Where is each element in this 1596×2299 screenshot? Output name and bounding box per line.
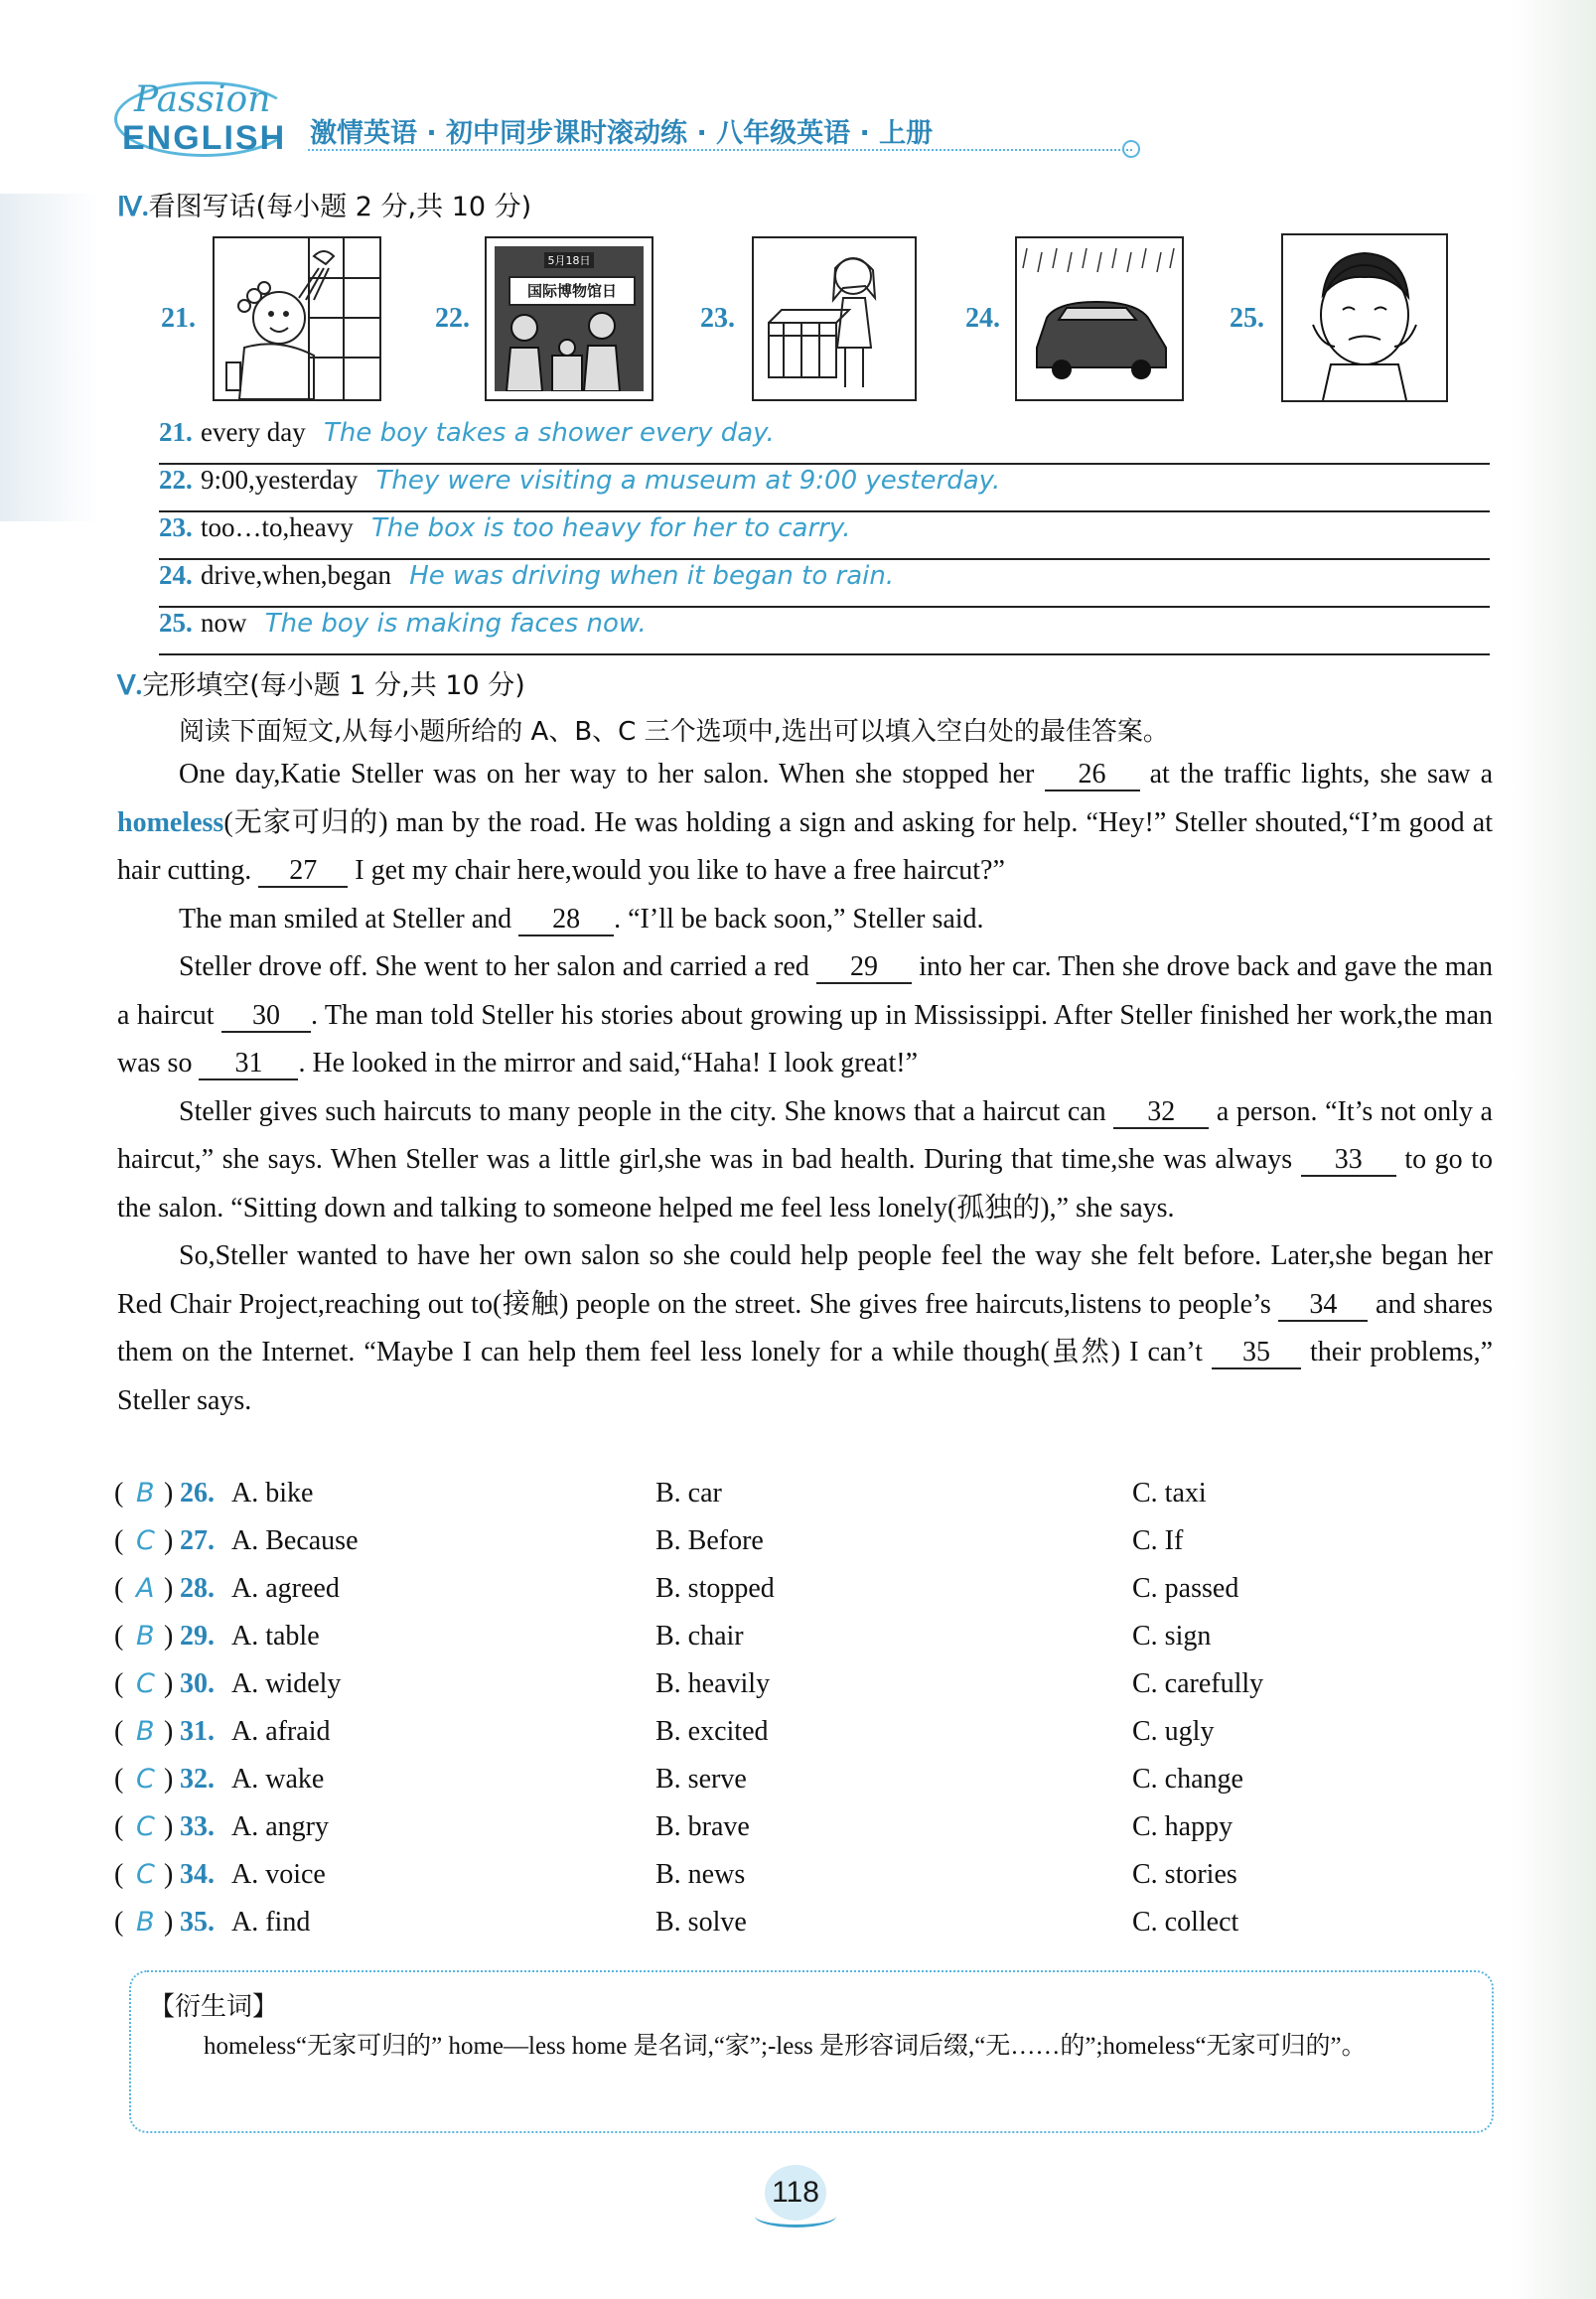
option-c: C. collect [1132, 1907, 1239, 1938]
cloze-passage [117, 751, 1493, 1425]
answer-key: B [136, 1478, 155, 1509]
option-a: A. bike [231, 1478, 314, 1509]
right-margin-shade [1510, 0, 1596, 2299]
option-row-31: ( B ) 31. A. afraid B. excited C. ugly [114, 1716, 1215, 1747]
option-a: A. agreed [231, 1573, 340, 1604]
museum-sign: 国际博物馆日 [508, 276, 636, 306]
shower-boy-picture [213, 236, 381, 401]
answer-key: C [136, 1525, 155, 1556]
option-row-35: ( B ) 35. A. find B. solve C. collect [114, 1907, 1239, 1938]
option-b: B. car [655, 1478, 722, 1509]
car-rain-icon [1017, 238, 1182, 399]
picture-label: 21. [161, 303, 196, 334]
writing-line-23: 23. too…to,heavy The box is too heavy for her to carry. [159, 512, 1490, 560]
page-number: 118 [765, 2165, 826, 2221]
blank-32: 32 [1113, 1097, 1209, 1129]
answer-key: B [136, 1907, 155, 1938]
left-margin-shade [0, 194, 99, 521]
option-a: A. angry [231, 1811, 329, 1842]
option-row-34: ( C ) 34. A. voice B. news C. stories [114, 1859, 1237, 1890]
blank-27: 27 [258, 856, 348, 888]
option-c: C. stories [1132, 1859, 1237, 1890]
option-a: A. afraid [231, 1716, 331, 1747]
passage-paragraph: So,Steller wanted to have her own salon so she could help people feel the way she felt before. Later,she began her Red Chair Project,reaching out to(接触) people on the street. She gives free haircuts,listens to people’s 34 and shares them on the Internet. “Maybe I can help them feel less lonely for a while though(虽然) I can’t 35 their problems,” Steller says. [117, 1240, 1494, 1416]
visitors-icon [495, 308, 644, 391]
option-row-27: ( C ) 27. A. Because B. Before C. If [114, 1525, 1184, 1556]
option-b: B. excited [655, 1716, 769, 1747]
option-c: C. sign [1132, 1621, 1212, 1652]
answer-key: C [136, 1668, 155, 1699]
blank-35: 35 [1212, 1338, 1301, 1369]
option-row-26: ( B ) 26. A. bike B. car C. taxi [114, 1478, 1207, 1509]
shower-icon [215, 238, 379, 399]
option-c: C. happy [1132, 1811, 1233, 1842]
option-b: B. brave [655, 1811, 750, 1842]
option-b: B. Before [655, 1525, 764, 1556]
section-4-title: Ⅳ.看图写话(每小题 2 分,共 10 分) [117, 192, 532, 222]
answer-key: C [136, 1811, 155, 1842]
option-a: A. table [231, 1621, 320, 1652]
section-5-title: Ⅴ.完形填空(每小题 1 分,共 10 分) [117, 670, 525, 701]
header-dotted-rule [308, 149, 1132, 151]
option-c: C. taxi [1132, 1478, 1207, 1509]
option-b: B. news [655, 1859, 746, 1890]
option-c: C. ugly [1132, 1716, 1215, 1747]
answer-key: B [136, 1621, 155, 1652]
option-c: C. carefully [1132, 1668, 1264, 1699]
blank-29: 29 [816, 952, 912, 984]
girl-box-picture [752, 236, 917, 401]
girl-box-icon [754, 238, 915, 399]
highlighted-word: homeless [117, 806, 224, 838]
note-title: 【衍生词】 [149, 1992, 279, 2022]
blank-26: 26 [1045, 760, 1140, 791]
option-b: B. heavily [655, 1668, 771, 1699]
museum-picture [485, 236, 653, 401]
answer-key: C [136, 1859, 155, 1890]
option-b: B. solve [655, 1907, 747, 1938]
page-number-swoosh-icon [755, 2205, 836, 2227]
option-row-33: ( C ) 33. A. angry B. brave C. happy [114, 1811, 1233, 1842]
writing-line-24: 24. drive,when,began He was driving when it began to rain. [159, 560, 1490, 608]
option-c: C. If [1132, 1525, 1184, 1556]
passage-paragraph: Steller gives such haircuts to many people in the city. She knows that a haircut can 32 a person. “It’s not only a haircut,” she says. When Steller was a little girl,she was in bad health. During that time,she was always 33 to go to the salon. “Sitting down and talking to someone helped me feel less lonely(孤独的),” she says. [117, 1095, 1494, 1223]
picture-label: 23. [700, 303, 735, 334]
museum-sign-date: 5月18日 [544, 252, 594, 268]
option-b: B. chair [655, 1621, 744, 1652]
option-a: A. wake [231, 1764, 325, 1795]
option-a: A. find [231, 1907, 311, 1938]
picture-label: 24. [965, 303, 1000, 334]
header-circle-icon [1122, 140, 1140, 158]
answer-key: C [136, 1764, 155, 1795]
option-c: C. passed [1132, 1573, 1239, 1604]
blank-28: 28 [518, 905, 614, 936]
option-a: A. widely [231, 1668, 342, 1699]
blank-31: 31 [199, 1049, 298, 1080]
note-text: homeless“无家可归的” home—less home 是名词,“家”;-less 是形容词后缀,“无……的”;homeless“无家可归的”。 [204, 2033, 1367, 2060]
option-a: A. Because [231, 1525, 359, 1556]
car-rain-picture [1015, 236, 1184, 401]
passage-paragraph: Steller drove off. She went to her salon and carried a red 29 into her car. Then she drove back and gave the man a haircut 30 . The man told Steller his stories about growing up in Mississippi. After Steller finished her work,the man was so 31 . He looked in the mirror and said,“Haha! I look great!” [117, 951, 1493, 1078]
option-b: B. serve [655, 1764, 747, 1795]
writing-line-22: 22. 9:00,yesterday They were visiting a museum at 9:00 yesterday. [159, 465, 1490, 512]
option-c: C. change [1132, 1764, 1243, 1795]
blank-30: 30 [221, 1001, 311, 1033]
boy-face-icon [1283, 235, 1446, 400]
option-b: B. stopped [655, 1573, 775, 1604]
passion-english-logo: Passion ENGLISH [114, 79, 298, 159]
writing-line-21: 21. every day The boy takes a shower every day. [159, 417, 1490, 465]
passage-paragraph: One day,Katie Steller was on her way to her salon. When she stopped her 26 at the traffic lights, she saw a homeless(无家可归的) man by the road. He was holding a sign and asking for help. “Hey!” Steller shouted,“I’m good at hair cutting. 27 I get my chair here,would you like to have a free haircut?” [117, 759, 1494, 886]
option-a: A. voice [231, 1859, 326, 1890]
picture-label: 25. [1230, 303, 1264, 334]
option-row-29: ( B ) 29. A. table B. chair C. sign [114, 1621, 1212, 1652]
option-row-30: ( C ) 30. A. widely B. heavily C. carefully [114, 1668, 1264, 1699]
picture-label: 22. [435, 303, 470, 334]
blank-34: 34 [1278, 1290, 1368, 1322]
blank-33: 33 [1301, 1145, 1396, 1177]
answer-key: A [136, 1573, 155, 1604]
answer-key: B [136, 1716, 155, 1747]
cloze-instruction: 阅读下面短文,从每小题所给的 A、B、C 三个选项中,选出可以填入空白处的最佳答案。 [179, 717, 1169, 747]
option-row-32: ( C ) 32. A. wake B. serve C. change [114, 1764, 1243, 1795]
option-row-28: ( A ) 28. A. agreed B. stopped C. passed [114, 1573, 1239, 1604]
boy-face-picture [1281, 233, 1448, 402]
header-title: 激情英语 · 初中同步课时滚动练 · 八年级英语 · 上册 [310, 118, 934, 149]
writing-line-25: 25. now The boy is making faces now. [159, 608, 1490, 655]
passage-paragraph: The man smiled at Steller and 28 . “I’ll be back soon,” Steller said. [179, 903, 984, 934]
